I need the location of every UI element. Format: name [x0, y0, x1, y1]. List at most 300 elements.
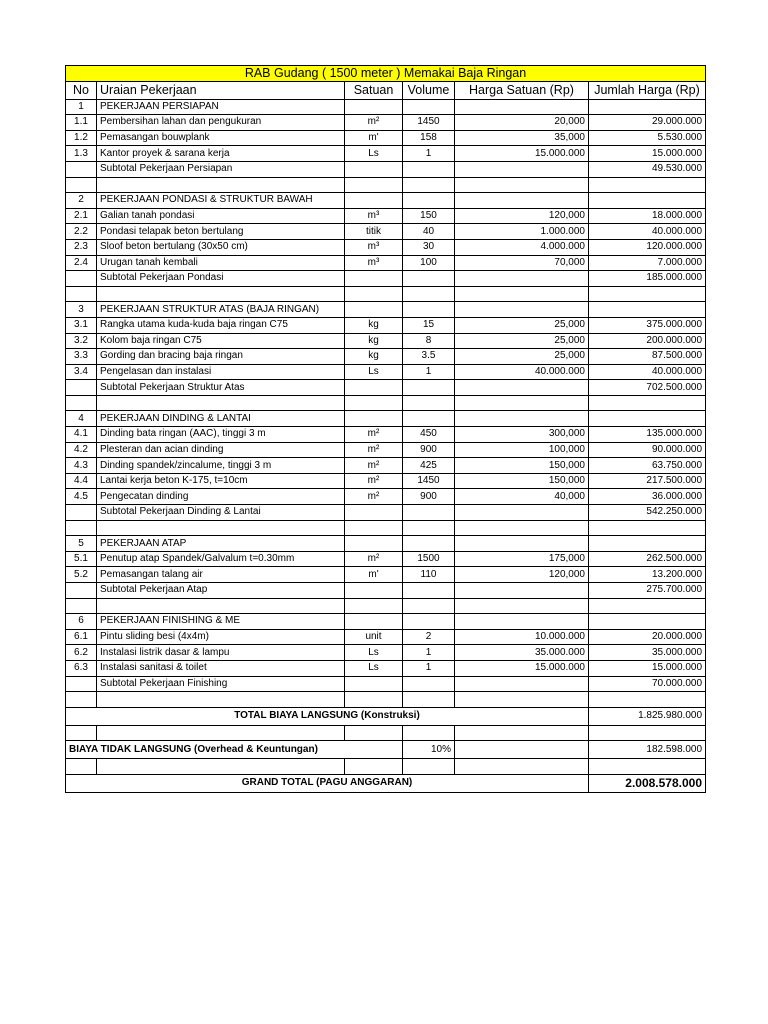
empty-cell: [403, 759, 455, 775]
item-no: 6.3: [66, 660, 97, 676]
subtotal-value: 542.250.000: [589, 505, 706, 521]
item-uraian: Pintu sliding besi (4x4m): [97, 629, 345, 645]
empty-cell: [589, 411, 706, 427]
empty-cell: [455, 161, 589, 177]
header-jumlah-harga: Jumlah Harga (Rp): [589, 81, 706, 99]
empty-cell: [403, 193, 455, 209]
empty-row: [66, 286, 706, 302]
item-volume: 1: [403, 146, 455, 162]
empty-cell: [345, 161, 403, 177]
item-jumlah-harga: 120.000.000: [589, 239, 706, 255]
item-no: 2.1: [66, 208, 97, 224]
subtotal-row: [66, 161, 706, 177]
item-uraian: Pembersihan lahan dan pengukuran: [97, 115, 345, 131]
empty-cell: [403, 161, 455, 177]
section-no: 4: [66, 411, 97, 427]
empty-cell: [345, 302, 403, 318]
item-jumlah-harga: 375.000.000: [589, 317, 706, 333]
empty-cell: [345, 725, 403, 741]
item-harga-satuan: 120,000: [455, 208, 589, 224]
empty-cell: [403, 302, 455, 318]
item-jumlah-harga: 87.500.000: [589, 349, 706, 365]
table-row: [66, 333, 706, 349]
item-harga-satuan: 120,000: [455, 567, 589, 583]
empty-row: [66, 725, 706, 741]
empty-cell: [455, 505, 589, 521]
table-row: [66, 130, 706, 146]
table-row: [66, 660, 706, 676]
empty-cell: [455, 99, 589, 115]
section-row: [66, 536, 706, 552]
section-row: [66, 99, 706, 115]
item-volume: 1: [403, 645, 455, 661]
item-harga-satuan: 40,000: [455, 489, 589, 505]
item-volume: 1: [403, 660, 455, 676]
empty-cell: [66, 161, 97, 177]
empty-cell: [97, 692, 345, 708]
item-no: 4.5: [66, 489, 97, 505]
item-uraian: Plesteran dan acian dinding: [97, 442, 345, 458]
table-row: [66, 115, 706, 131]
item-satuan: unit: [345, 629, 403, 645]
empty-cell: [66, 692, 97, 708]
section-row: [66, 411, 706, 427]
empty-cell: [455, 759, 589, 775]
section-name: PEKERJAAN FINISHING & ME: [97, 614, 345, 630]
subtotal-row: [66, 271, 706, 287]
empty-cell: [455, 380, 589, 396]
tidak-langsung-value: 182.598.000: [589, 741, 706, 759]
empty-cell: [455, 411, 589, 427]
empty-cell: [403, 271, 455, 287]
item-no: 1.2: [66, 130, 97, 146]
section-name: PEKERJAAN STRUKTUR ATAS (BAJA RINGAN): [97, 302, 345, 318]
subtotal-label: Subtotal Pekerjaan Persiapan: [97, 161, 345, 177]
header-no: No: [66, 81, 97, 99]
item-satuan: kg: [345, 317, 403, 333]
item-no: 6.1: [66, 629, 97, 645]
empty-row: [66, 598, 706, 614]
item-uraian: Instalasi sanitasi & toilet: [97, 660, 345, 676]
item-uraian: Pemasangan bouwplank: [97, 130, 345, 146]
item-volume: 15: [403, 317, 455, 333]
empty-cell: [455, 536, 589, 552]
table-row: [66, 224, 706, 240]
item-volume: 110: [403, 567, 455, 583]
empty-cell: [403, 177, 455, 193]
item-harga-satuan: 25,000: [455, 317, 589, 333]
empty-cell: [403, 395, 455, 411]
item-uraian: Penutup atap Spandek/Galvalum t=0.30mm: [97, 551, 345, 567]
section-row: [66, 614, 706, 630]
empty-cell: [345, 177, 403, 193]
item-satuan: m²: [345, 551, 403, 567]
item-jumlah-harga: 90.000.000: [589, 442, 706, 458]
empty-cell: [455, 598, 589, 614]
item-volume: 100: [403, 255, 455, 271]
item-no: 6.2: [66, 645, 97, 661]
empty-cell: [97, 598, 345, 614]
item-harga-satuan: 4.000.000: [455, 239, 589, 255]
item-volume: 2: [403, 629, 455, 645]
item-volume: 8: [403, 333, 455, 349]
item-jumlah-harga: 217.500.000: [589, 473, 706, 489]
item-satuan: Ls: [345, 645, 403, 661]
empty-row: [66, 395, 706, 411]
item-uraian: Kolom baja ringan C75: [97, 333, 345, 349]
subtotal-value: 275.700.000: [589, 583, 706, 599]
empty-cell: [403, 676, 455, 692]
item-no: 1.3: [66, 146, 97, 162]
empty-cell: [97, 177, 345, 193]
empty-cell: [66, 380, 97, 396]
empty-cell: [589, 725, 706, 741]
item-satuan: m³: [345, 239, 403, 255]
table-row: [66, 645, 706, 661]
item-harga-satuan: 150,000: [455, 473, 589, 489]
empty-cell: [345, 411, 403, 427]
section-no: 6: [66, 614, 97, 630]
item-jumlah-harga: 5.530.000: [589, 130, 706, 146]
table-row: [66, 427, 706, 443]
item-no: 3.1: [66, 317, 97, 333]
item-uraian: Gording dan bracing baja ringan: [97, 349, 345, 365]
item-no: 4.1: [66, 427, 97, 443]
item-satuan: m²: [345, 115, 403, 131]
item-satuan: Ls: [345, 364, 403, 380]
table-row: [66, 239, 706, 255]
section-name: PEKERJAAN DINDING & LANTAI: [97, 411, 345, 427]
table-title: RAB Gudang ( 1500 meter ) Memakai Baja Ringan: [66, 66, 706, 82]
empty-cell: [455, 395, 589, 411]
empty-cell: [345, 395, 403, 411]
empty-cell: [345, 759, 403, 775]
item-jumlah-harga: 40.000.000: [589, 364, 706, 380]
item-satuan: m': [345, 130, 403, 146]
empty-cell: [345, 380, 403, 396]
item-harga-satuan: 20,000: [455, 115, 589, 131]
item-harga-satuan: 70,000: [455, 255, 589, 271]
section-row: [66, 193, 706, 209]
item-satuan: m²: [345, 473, 403, 489]
item-jumlah-harga: 200.000.000: [589, 333, 706, 349]
empty-cell: [455, 583, 589, 599]
header-satuan: Satuan: [345, 81, 403, 99]
item-jumlah-harga: 262.500.000: [589, 551, 706, 567]
item-harga-satuan: 175,000: [455, 551, 589, 567]
item-volume: 150: [403, 208, 455, 224]
item-no: 4.2: [66, 442, 97, 458]
item-uraian: Lantai kerja beton K-175, t=10cm: [97, 473, 345, 489]
tidak-langsung-label: BIAYA TIDAK LANGSUNG (Overhead & Keuntungan): [66, 741, 403, 759]
section-row: [66, 302, 706, 318]
rab-table: [65, 65, 706, 793]
item-uraian: Pengelasan dan instalasi: [97, 364, 345, 380]
item-volume: 900: [403, 489, 455, 505]
item-jumlah-harga: 18.000.000: [589, 208, 706, 224]
item-no: 4.4: [66, 473, 97, 489]
section-name: PEKERJAAN ATAP: [97, 536, 345, 552]
empty-cell: [589, 99, 706, 115]
item-uraian: Urugan tanah kembali: [97, 255, 345, 271]
item-jumlah-harga: 40.000.000: [589, 224, 706, 240]
item-volume: 1450: [403, 115, 455, 131]
empty-cell: [589, 759, 706, 775]
empty-cell: [345, 692, 403, 708]
item-no: 3.3: [66, 349, 97, 365]
total-langsung-value: 1.825.980.000: [589, 707, 706, 725]
empty-cell: [455, 177, 589, 193]
empty-cell: [345, 676, 403, 692]
item-volume: 158: [403, 130, 455, 146]
table-row: [66, 551, 706, 567]
empty-cell: [345, 99, 403, 115]
empty-row: [66, 520, 706, 536]
table-row: [66, 458, 706, 474]
empty-cell: [403, 598, 455, 614]
header-volume: Volume: [403, 81, 455, 99]
table-row: [66, 629, 706, 645]
empty-cell: [97, 286, 345, 302]
empty-cell: [455, 520, 589, 536]
table-row: [66, 255, 706, 271]
item-harga-satuan: 35.000.000: [455, 645, 589, 661]
empty-cell: [345, 614, 403, 630]
section-no: 2: [66, 193, 97, 209]
table-row: [66, 146, 706, 162]
empty-cell: [589, 286, 706, 302]
item-harga-satuan: 150,000: [455, 458, 589, 474]
item-satuan: m³: [345, 208, 403, 224]
empty-cell: [345, 598, 403, 614]
item-volume: 3.5: [403, 349, 455, 365]
empty-cell: [345, 583, 403, 599]
item-jumlah-harga: 35.000.000: [589, 645, 706, 661]
item-uraian: Dinding bata ringan (AAC), tinggi 3 m: [97, 427, 345, 443]
empty-cell: [589, 536, 706, 552]
empty-cell: [345, 286, 403, 302]
empty-cell: [66, 520, 97, 536]
empty-cell: [345, 271, 403, 287]
item-harga-satuan: 15.000.000: [455, 660, 589, 676]
empty-cell: [66, 177, 97, 193]
item-volume: 1450: [403, 473, 455, 489]
item-uraian: Galian tanah pondasi: [97, 208, 345, 224]
empty-cell: [66, 271, 97, 287]
item-harga-satuan: 15.000.000: [455, 146, 589, 162]
empty-cell: [345, 520, 403, 536]
empty-cell: [97, 725, 345, 741]
total-langsung-row: [66, 707, 706, 725]
item-satuan: kg: [345, 349, 403, 365]
item-harga-satuan: 10.000.000: [455, 629, 589, 645]
grand-total-label: GRAND TOTAL (PAGU ANGGARAN): [66, 774, 589, 792]
empty-cell: [455, 676, 589, 692]
item-uraian: Dinding spandek/zincalume, tinggi 3 m: [97, 458, 345, 474]
grand-total-row: [66, 774, 706, 792]
empty-cell: [97, 759, 345, 775]
item-jumlah-harga: 15.000.000: [589, 660, 706, 676]
item-no: 5.2: [66, 567, 97, 583]
empty-cell: [455, 302, 589, 318]
subtotal-label: Subtotal Pekerjaan Finishing: [97, 676, 345, 692]
item-harga-satuan: 25,000: [455, 333, 589, 349]
subtotal-value: 702.500.000: [589, 380, 706, 396]
item-jumlah-harga: 13.200.000: [589, 567, 706, 583]
empty-cell: [589, 520, 706, 536]
section-no: 5: [66, 536, 97, 552]
empty-cell: [403, 380, 455, 396]
subtotal-label: Subtotal Pekerjaan Pondasi: [97, 271, 345, 287]
empty-cell: [66, 725, 97, 741]
subtotal-value: 70.000.000: [589, 676, 706, 692]
item-volume: 30: [403, 239, 455, 255]
item-no: 1.1: [66, 115, 97, 131]
item-no: 4.3: [66, 458, 97, 474]
item-uraian: Pondasi telapak beton bertulang: [97, 224, 345, 240]
empty-cell: [66, 286, 97, 302]
item-harga-satuan: 40.000.000: [455, 364, 589, 380]
header-row: [66, 81, 706, 99]
empty-cell: [589, 614, 706, 630]
item-jumlah-harga: 7.000.000: [589, 255, 706, 271]
empty-cell: [403, 286, 455, 302]
table-row: [66, 567, 706, 583]
item-satuan: Ls: [345, 146, 403, 162]
item-no: 3.4: [66, 364, 97, 380]
item-jumlah-harga: 36.000.000: [589, 489, 706, 505]
empty-cell: [589, 692, 706, 708]
subtotal-row: [66, 380, 706, 396]
table-row: [66, 364, 706, 380]
section-name: PEKERJAAN PERSIAPAN: [97, 99, 345, 115]
item-uraian: Sloof beton bertulang (30x50 cm): [97, 239, 345, 255]
empty-row: [66, 692, 706, 708]
table-row: [66, 489, 706, 505]
empty-cell: [403, 614, 455, 630]
table-row: [66, 473, 706, 489]
empty-cell: [589, 177, 706, 193]
empty-cell: [66, 583, 97, 599]
item-harga-satuan: 1.000.000: [455, 224, 589, 240]
item-satuan: m': [345, 567, 403, 583]
item-jumlah-harga: 20.000.000: [589, 629, 706, 645]
empty-cell: [66, 759, 97, 775]
section-no: 1: [66, 99, 97, 115]
item-harga-satuan: 25,000: [455, 349, 589, 365]
item-no: 3.2: [66, 333, 97, 349]
empty-cell: [589, 598, 706, 614]
item-volume: 1: [403, 364, 455, 380]
item-satuan: m²: [345, 458, 403, 474]
empty-cell: [455, 741, 589, 759]
empty-cell: [403, 411, 455, 427]
subtotal-row: [66, 676, 706, 692]
empty-cell: [455, 193, 589, 209]
empty-cell: [403, 505, 455, 521]
table-row: [66, 442, 706, 458]
empty-cell: [455, 614, 589, 630]
header-uraian: Uraian Pekerjaan: [97, 81, 345, 99]
subtotal-row: [66, 583, 706, 599]
item-volume: 450: [403, 427, 455, 443]
item-satuan: m²: [345, 489, 403, 505]
item-jumlah-harga: 135.000.000: [589, 427, 706, 443]
table-row: [66, 317, 706, 333]
empty-cell: [589, 395, 706, 411]
empty-cell: [403, 520, 455, 536]
item-volume: 40: [403, 224, 455, 240]
item-harga-satuan: 35,000: [455, 130, 589, 146]
header-harga-satuan: Harga Satuan (Rp): [455, 81, 589, 99]
empty-cell: [403, 692, 455, 708]
empty-row: [66, 759, 706, 775]
empty-cell: [66, 598, 97, 614]
item-uraian: Pengecatan dinding: [97, 489, 345, 505]
empty-cell: [589, 193, 706, 209]
empty-cell: [455, 286, 589, 302]
section-no: 3: [66, 302, 97, 318]
item-volume: 1500: [403, 551, 455, 567]
item-volume: 425: [403, 458, 455, 474]
item-no: 5.1: [66, 551, 97, 567]
item-no: 2.3: [66, 239, 97, 255]
item-no: 2.4: [66, 255, 97, 271]
empty-cell: [455, 692, 589, 708]
item-harga-satuan: 300,000: [455, 427, 589, 443]
empty-cell: [589, 302, 706, 318]
subtotal-row: [66, 505, 706, 521]
item-uraian: Kantor proyek & sarana kerja: [97, 146, 345, 162]
grand-total-value: 2.008.578.000: [589, 774, 706, 792]
empty-cell: [345, 536, 403, 552]
item-harga-satuan: 100,000: [455, 442, 589, 458]
subtotal-value: 185.000.000: [589, 271, 706, 287]
item-uraian: Rangka utama kuda-kuda baja ringan C75: [97, 317, 345, 333]
table-row: [66, 349, 706, 365]
item-satuan: m²: [345, 442, 403, 458]
empty-cell: [403, 725, 455, 741]
empty-row: [66, 177, 706, 193]
empty-cell: [403, 536, 455, 552]
empty-cell: [455, 271, 589, 287]
item-satuan: kg: [345, 333, 403, 349]
item-jumlah-harga: 63.750.000: [589, 458, 706, 474]
section-name: PEKERJAAN PONDASI & STRUKTUR BAWAH: [97, 193, 345, 209]
item-satuan: m²: [345, 427, 403, 443]
empty-cell: [66, 395, 97, 411]
subtotal-label: Subtotal Pekerjaan Dinding & Lantai: [97, 505, 345, 521]
tidak-langsung-percent: 10%: [403, 741, 455, 759]
item-jumlah-harga: 29.000.000: [589, 115, 706, 131]
empty-cell: [345, 193, 403, 209]
item-uraian: Instalasi listrik dasar & lampu: [97, 645, 345, 661]
empty-cell: [97, 395, 345, 411]
item-satuan: Ls: [345, 660, 403, 676]
empty-cell: [66, 676, 97, 692]
item-satuan: m³: [345, 255, 403, 271]
item-satuan: titik: [345, 224, 403, 240]
item-jumlah-harga: 15.000.000: [589, 146, 706, 162]
item-volume: 900: [403, 442, 455, 458]
subtotal-label: Subtotal Pekerjaan Atap: [97, 583, 345, 599]
empty-cell: [97, 520, 345, 536]
total-langsung-label: TOTAL BIAYA LANGSUNG (Konstruksi): [66, 707, 589, 725]
subtotal-label: Subtotal Pekerjaan Struktur Atas: [97, 380, 345, 396]
subtotal-value: 49.530.000: [589, 161, 706, 177]
table-row: [66, 208, 706, 224]
tidak-langsung-row: [66, 741, 706, 759]
